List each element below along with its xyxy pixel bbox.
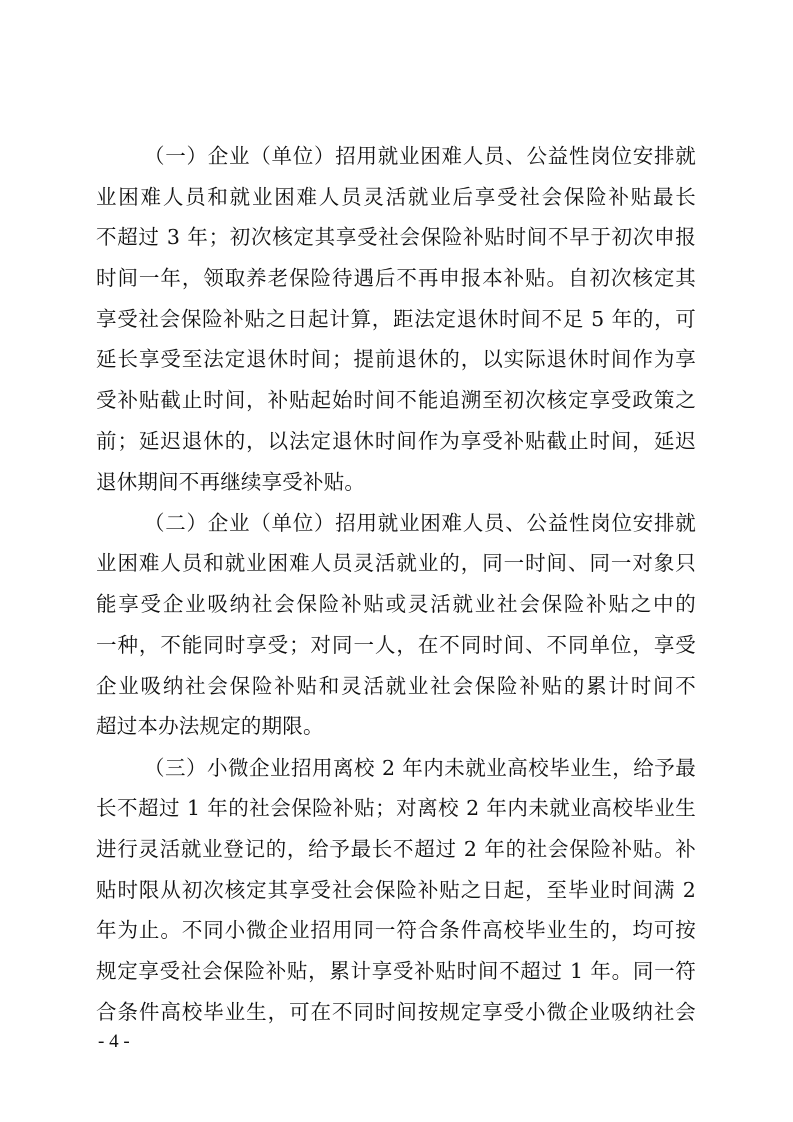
paragraph-2-line: 一种，不能同时享受；对同一人，在不同时间、不同单位，享受 — [96, 632, 696, 657]
paragraph-1-line: 业困难人员和就业困难人员灵活就业后享受社会保险补贴最长 — [96, 184, 696, 209]
paragraph-3-line: 进行灵活就业登记的，给予最长不超过 2 年的社会保险补贴。补 — [96, 836, 696, 861]
paragraph-2-line: （二）企业（单位）招用就业困难人员、公益性岗位安排就 — [144, 510, 696, 535]
paragraph-3-line: 规定享受社会保险补贴，累计享受补贴时间不超过 1 年。同一符 — [96, 958, 696, 983]
page-number: - 4 - — [98, 1031, 130, 1052]
paragraph-1-line: 受补贴截止时间，补贴起始时间不能追溯至初次核定享受政策之 — [96, 388, 696, 413]
paragraph-3-line: 合条件高校毕业生，可在不同时间按规定享受小微企业吸纳社会 — [96, 999, 696, 1024]
paragraph-1-line: 不超过 3 年；初次核定其享受社会保险补贴时间不早于初次申报 — [96, 225, 696, 250]
paragraph-1-line: 前；延迟退休的，以法定退休时间作为享受补贴截止时间，延迟 — [96, 428, 696, 453]
paragraph-1-line: 延长享受至法定退休时间；提前退休的，以实际退休时间作为享 — [96, 347, 696, 372]
paragraph-3-line: 贴时限从初次核定其享受社会保险补贴之日起，至毕业时间满 2 — [96, 877, 696, 902]
paragraph-2-line: 企业吸纳社会保险补贴和灵活就业社会保险补贴的累计时间不 — [96, 673, 696, 698]
paragraph-3-line: 长不超过 1 年的社会保险补贴；对离校 2 年内未就业高校毕业生 — [96, 796, 696, 821]
paragraph-2-line: 业困难人员和就业困难人员灵活就业的，同一时间、同一对象只 — [96, 551, 696, 576]
document-body — [96, 136, 696, 1032]
paragraph-2-line: 能享受企业吸纳社会保险补贴或灵活就业社会保险补贴之中的 — [96, 592, 696, 617]
paragraph-1-line: 退休期间不再继续享受补贴。 — [96, 469, 366, 494]
paragraph-3-line: 年为止。不同小微企业招用同一符合条件高校毕业生的，均可按 — [96, 918, 696, 943]
paragraph-1-line: （一）企业（单位）招用就业困难人员、公益性岗位安排就 — [144, 144, 696, 168]
paragraph-1-line: 享受社会保险补贴之日起计算，距法定退休时间不足 5 年的，可 — [96, 306, 696, 331]
paragraph-1-line: 时间一年，领取养老保险待遇后不再申报本补贴。自初次核定其 — [96, 266, 696, 291]
paragraph-3-line: （三）小微企业招用离校 2 年内未就业高校毕业生，给予最 — [144, 755, 696, 780]
paragraph-2-line: 超过本办法规定的期限。 — [96, 714, 324, 739]
